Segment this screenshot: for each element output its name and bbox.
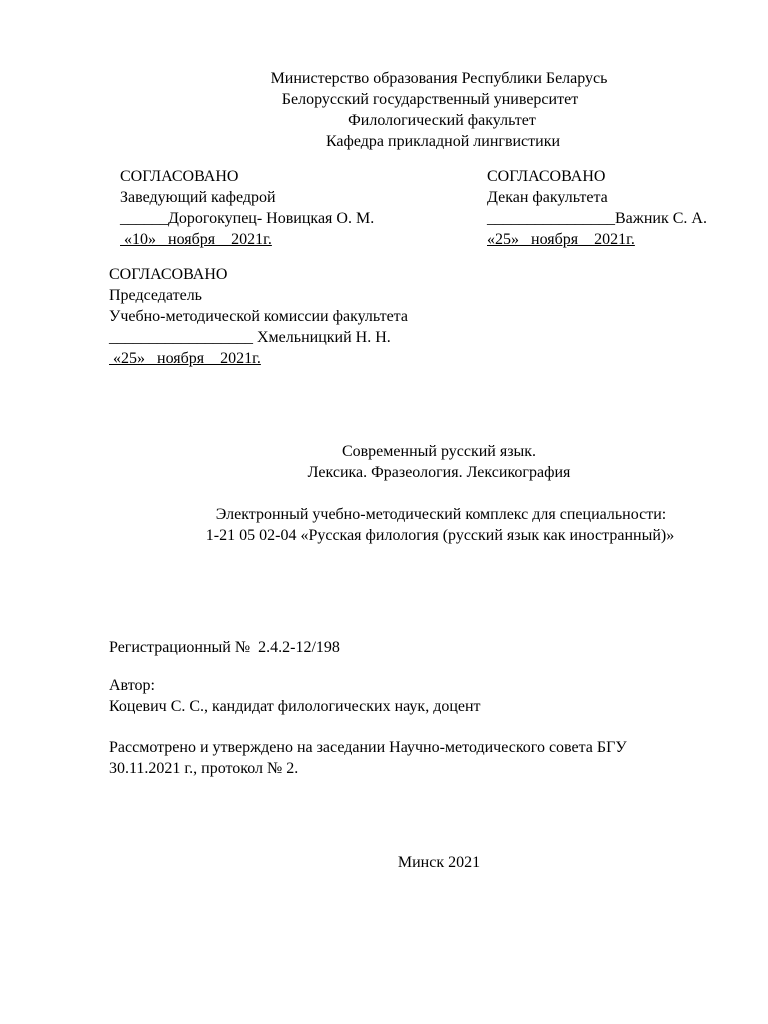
specialty-code: 1-21 05 02-04 «Русская филология (русский язык как иностранный)»: [205, 527, 675, 544]
approval-date: «10» ноября 2021г.: [120, 231, 272, 248]
approval-stamp: СОГЛАСОВАНО: [120, 168, 239, 185]
approval-signature-line: ______Дорогокупец- Новицкая О. М.: [120, 210, 375, 227]
approval-signature-line: ________________Важник С. А.: [487, 210, 707, 227]
complex-description: Электронный учебно-методический комплекс для специальности:: [215, 506, 667, 523]
university-name: Белорусский государственный университет: [281, 91, 579, 108]
registration-number: Регистрационный № 2.4.2-12/198: [109, 639, 340, 656]
approval-date: «25» ноября 2021г.: [109, 350, 261, 367]
department-name: Кафедра прикладной лингвистики: [325, 133, 561, 150]
author-section: [109, 675, 481, 717]
approval-position: Заведующий кафедрой: [120, 189, 276, 206]
approval-position-detail: Учебно-методической комиссии факультета: [109, 308, 408, 325]
author-value: Коцевич С. С., кандидат филологических наук, доцент: [109, 698, 481, 715]
approval-stamp: СОГЛАСОВАНО: [487, 168, 606, 185]
approval-note: [109, 737, 627, 779]
city-year-text: Минск 2021: [397, 854, 481, 871]
approval-note-line2: 30.11.2021 г., протокол № 2.: [109, 760, 299, 777]
faculty-name: Филологический факультет: [348, 112, 536, 129]
approval-note-line1: Рассмотрено и утверждено на заседании Научно-методического совета БГУ: [109, 739, 627, 756]
ministry-name: Министерство образования Республики Беларусь: [270, 70, 608, 87]
course-subtitle: Лексика. Фразеология. Лексикография: [307, 464, 571, 481]
approval-head-of-department: [120, 166, 374, 250]
author-label: Автор:: [109, 677, 155, 694]
approval-signature-line: __________________ Хмельницкий Н. Н.: [109, 329, 391, 346]
approval-position: Председатель: [109, 287, 202, 304]
document-header: [0, 68, 768, 152]
course-title: Современный русский язык.: [341, 443, 537, 460]
city-year: [0, 852, 768, 873]
approval-stamp: СОГЛАСОВАНО: [109, 266, 228, 283]
approval-dean: [487, 166, 707, 250]
approval-position: Декан факультета: [487, 189, 608, 206]
approval-date: «25» ноября 2021г.: [487, 231, 635, 248]
document-title: [0, 441, 768, 546]
approval-commission-chair: [109, 264, 408, 369]
